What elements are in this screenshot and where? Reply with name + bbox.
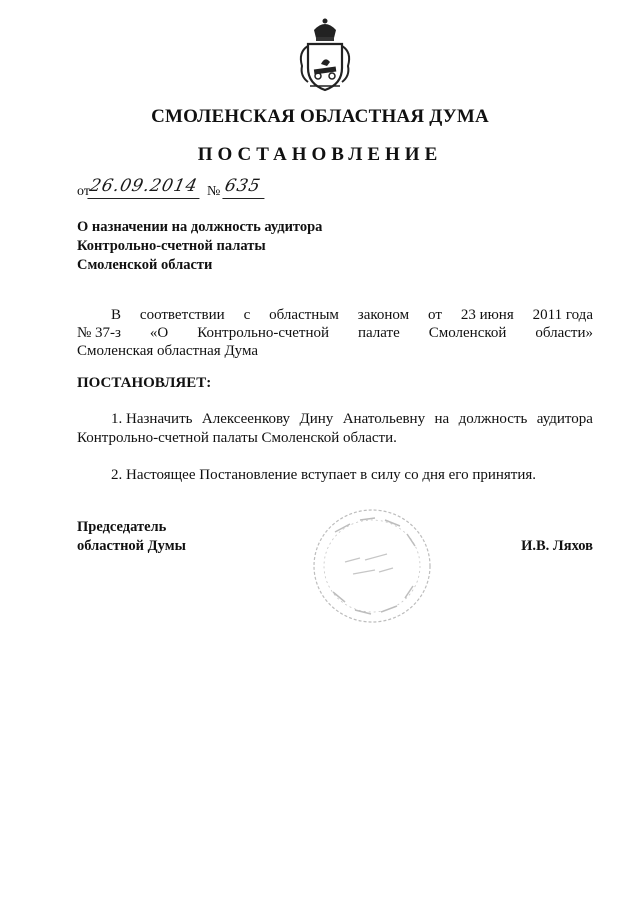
- signer-position-line: Председатель: [77, 519, 167, 535]
- number-label: №: [207, 184, 221, 199]
- resolution-item-2: 2. Настоящее Постановление вступает в силу со дня его принятия.: [111, 467, 537, 483]
- preamble-word: 23 июня: [460, 307, 514, 323]
- preamble-line: Смоленская областная Дума: [77, 343, 259, 359]
- organization-title: СМОЛЕНСКАЯ ОБЛАСТНАЯ ДУМА: [151, 106, 489, 127]
- preamble-word: Смоленской: [428, 325, 507, 341]
- resolves-heading: ПОСТАНОВЛЯЕТ:: [77, 375, 212, 391]
- signer-position: [77, 518, 186, 556]
- preamble-word: № 37-з: [77, 325, 121, 341]
- document-type-heading: ПОСТАНОВЛЕНИЕ: [197, 144, 443, 165]
- item-word: Дину: [299, 411, 334, 427]
- preamble-paragraph: [77, 306, 593, 360]
- subject-line: Смоленской области: [77, 257, 213, 273]
- document-subject: [77, 218, 322, 275]
- item-word: должность: [458, 411, 528, 427]
- preamble-word: Контрольно-счетной: [197, 325, 330, 341]
- preamble-word: законом: [357, 307, 410, 323]
- handwritten-number: 635: [222, 174, 269, 199]
- item-line: [77, 410, 593, 429]
- item-word: 1. Назначить: [111, 411, 193, 427]
- item-word: аудитора: [536, 411, 593, 427]
- signer-position-line: областной Думы: [77, 538, 186, 554]
- subject-line: О назначении на должность аудитора: [77, 219, 323, 235]
- resolution-item-1: [77, 410, 593, 448]
- handwritten-date: 26.09.2014: [87, 174, 204, 199]
- preamble-word: от: [428, 307, 442, 323]
- preamble-word: областным: [269, 307, 339, 323]
- preamble-word: В: [111, 307, 122, 323]
- official-seal-stamp: [305, 502, 440, 630]
- preamble-line: [77, 306, 593, 324]
- preamble-word: 2011 года: [532, 307, 593, 323]
- date-prefix: от: [77, 184, 90, 199]
- item-word: на: [434, 411, 450, 427]
- preamble-line: [77, 324, 593, 342]
- item-word: Алексеенкову: [201, 411, 291, 427]
- subject-line: Контрольно-счетной палаты: [77, 238, 266, 254]
- date-and-number-line: [77, 174, 297, 202]
- preamble-word: области»: [535, 325, 593, 341]
- item-word: Анатольевну: [342, 411, 426, 427]
- preamble-word: «О: [149, 325, 169, 341]
- preamble-word: с: [243, 307, 251, 323]
- preamble-word: палате: [357, 325, 400, 341]
- item-line: Контрольно-счетной палаты Смоленской области.: [77, 430, 397, 446]
- preamble-word: соответствии: [139, 307, 225, 323]
- coat-of-arms-emblem: [294, 16, 356, 94]
- signer-name: И.В. Ляхов: [521, 538, 593, 554]
